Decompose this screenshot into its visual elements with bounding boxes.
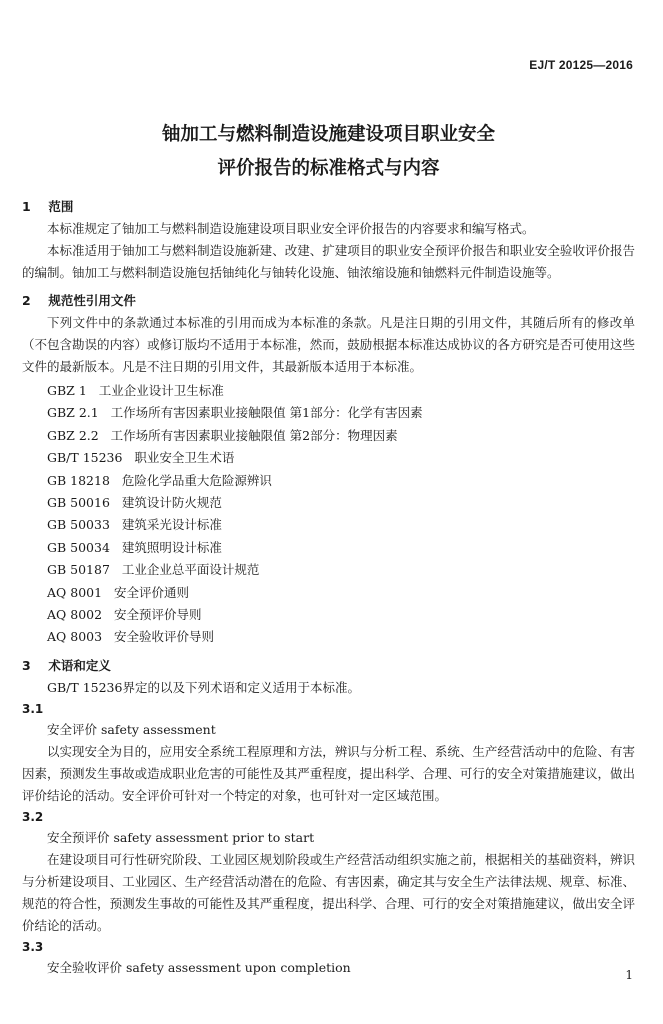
paragraph: 下列文件中的条款通过本标准的引用而成为本标准的条款。凡是注日期的引用文件，其随后所有的修改单（不包含勘误的内容）或修订版均不适用于本标准，然而，鼓励根据本标准达成协议的各方研究是否可使用这些文件的最新版本。凡是不注日期的引用文件，其最新版本适用于本标准。 [22, 315, 635, 374]
reference-title: 建筑设计防火规范 [121, 495, 222, 511]
reference-code: GBZ 2.2 [47, 427, 99, 443]
list-item [47, 582, 635, 604]
section-heading [22, 290, 635, 312]
reference-code: GBZ 2.1 [47, 405, 99, 421]
paragraph: GB/T 15236界定的以及下列术语和定义适用于本标准。 [47, 679, 360, 695]
reference-title: 安全预评价导则 [113, 607, 202, 623]
list-item [47, 492, 635, 514]
list-item [47, 402, 635, 424]
reference-title: 建筑采光设计标准 [121, 517, 222, 533]
section-heading [22, 655, 635, 677]
term-entry [22, 937, 635, 979]
paragraph: 本标准规定了铀加工与燃料制造设施建设项目职业安全评价报告的内容要求和编写格式。 [47, 221, 535, 236]
term-definition: 在建设项目可行性研究阶段、工业园区规划阶段或生产经营活动组织实施之前，根据相关的基础资料，辨识与分析建设项目、工业园区、生产经营活动潜在的危险、有害因素，确定其与安全生产法律法规、规章、标准、规范的符合性，预测发生事故的可能性及其严重程度，提出科学、合理、可行的安全对策措施建议，做出安全评价结论的活动。 [22, 851, 635, 933]
section-number: 3 [22, 657, 31, 673]
section-title: 规范性引用文件 [48, 293, 136, 308]
list-item [47, 425, 635, 447]
document-title [22, 118, 635, 186]
reference-title: 安全评价通则 [113, 584, 189, 600]
title-line-1: 铀加工与燃料制造设施建设项目职业安全 [161, 124, 495, 145]
section-number: 2 [22, 293, 31, 308]
reference-code: GBZ 1 [47, 383, 87, 398]
section-scope [22, 196, 635, 284]
reference-title: 工作场所有害因素职业接触限值 第1部分：化学有害因素 [110, 405, 423, 421]
reference-title: 建筑照明设计标准 [121, 539, 222, 555]
list-item [47, 537, 635, 559]
section-heading [22, 196, 635, 218]
section-title: 术语和定义 [48, 657, 111, 673]
reference-title: 危险化学品重大危险源辨识 [121, 472, 272, 488]
list-item [47, 514, 635, 536]
term-definition: 以实现安全为目的，应用安全系统工程原理和方法，辨识与分析工程、系统、生产经营活动中的危险、有害因素，预测发生事故或造成职业危害的可能性及其严重程度，提出科学、合理、可行的安全对策措施建议，做出评价结论的活动。安全评价可针对一个特定的对象，也可针对一定区域范围。 [22, 743, 635, 803]
section-normative-references [22, 290, 635, 649]
list-item [47, 470, 635, 492]
reference-title: 安全验收评价导则 [113, 629, 214, 645]
reference-title: 工业企业设计卫生标准 [98, 383, 224, 398]
term-name: 安全评价 safety assessment [47, 721, 216, 737]
section-terms-and-definitions [22, 655, 635, 979]
term-number: 3.1 [22, 701, 44, 716]
reference-code: GB 50187 [47, 562, 110, 578]
reference-list [47, 380, 635, 649]
list-item [47, 604, 635, 626]
reference-title: 工业企业总平面设计规范 [121, 562, 260, 578]
reference-title: 工作场所有害因素职业接触限值 第2部分：物理因素 [110, 427, 398, 443]
reference-code: AQ 8002 [47, 607, 103, 623]
list-item [47, 380, 635, 402]
term-entry [22, 807, 635, 937]
term-number: 3.3 [22, 939, 44, 954]
standard-code: EJ/T 20125—2016 [529, 58, 633, 72]
term-number: 3.2 [22, 809, 44, 824]
reference-code: GB 18218 [47, 472, 110, 488]
reference-code: GB/T 15236 [47, 450, 123, 466]
reference-code: GB 50016 [47, 495, 110, 511]
list-item [47, 447, 635, 469]
title-line-2: 评价报告的标准格式与内容 [217, 158, 440, 179]
reference-code: GB 50034 [47, 539, 110, 555]
reference-code: AQ 8001 [47, 584, 103, 600]
reference-title: 职业安全卫生术语 [134, 450, 235, 466]
reference-code: AQ 8003 [47, 629, 103, 645]
list-item [47, 559, 635, 581]
page-number: 1 [625, 968, 633, 982]
term-name: 安全预评价 safety assessment prior to start [47, 829, 315, 845]
section-title: 范围 [48, 199, 74, 214]
term-name: 安全验收评价 safety assessment upon completion [47, 959, 351, 975]
paragraph: 本标准适用于铀加工与燃料制造设施新建、改建、扩建项目的职业安全预评价报告和职业安全验收评价报告的编制。铀加工与燃料制造设施包括铀纯化与铀转化设施、铀浓缩设施和铀燃料元件制造设施等。 [22, 243, 635, 280]
reference-code: GB 50033 [47, 517, 110, 533]
list-item [47, 626, 635, 648]
section-number: 1 [22, 199, 31, 214]
term-entry [22, 699, 635, 807]
